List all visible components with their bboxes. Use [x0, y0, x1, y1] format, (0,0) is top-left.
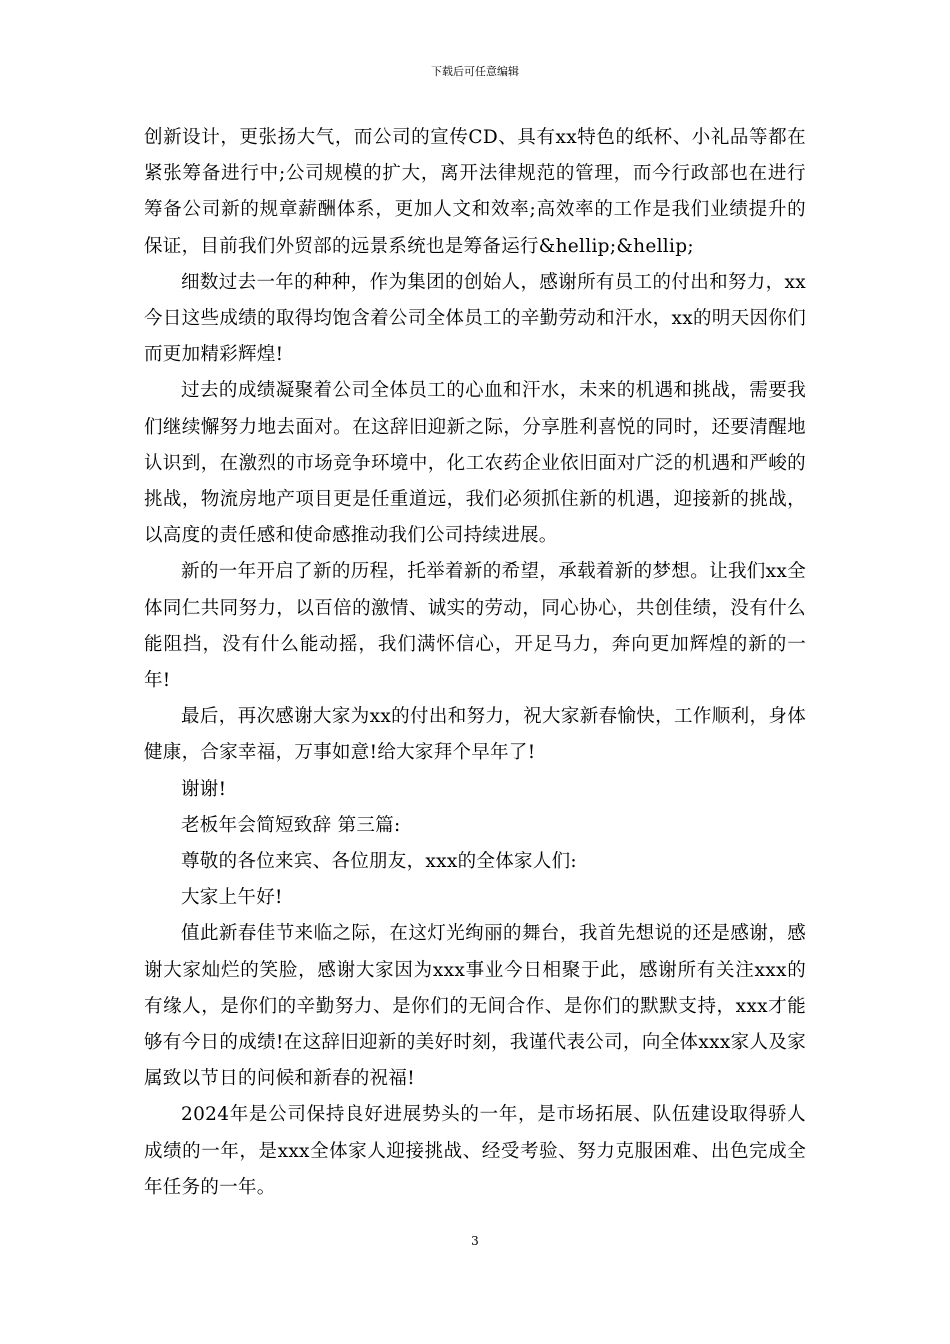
- document-body: [144, 120, 806, 1206]
- salutation: 尊敬的各位来宾、各位朋友，xxx的全体家人们:: [181, 851, 577, 873]
- paragraph: 值此新春佳节来临之际，在这灯光绚丽的舞台，我首先想说的还是感谢，感谢大家灿烂的笑脸，感谢大家因为xxx事业今日相聚于此，感谢所有关注xxx的有缘人，是你们的辛勤努力、是你们的无间合作、是你们的默默支持，xxx才能够有今日的成绩!在这辞旧迎新的美好时刻，我谨代表公司，向全体xxx家人及家属致以节日的问候和新春的祝福!: [144, 923, 806, 1090]
- paragraph: 过去的成绩凝聚着公司全体员工的心血和汗水，未来的机遇和挑战，需要我们继续懈努力地去面对。在这辞旧迎新之际，分享胜利喜悦的同时，还要清醒地认识到，在激烈的市场竞争环境中，化工农药企业依旧面对广泛的机遇和严峻的挑战，物流房地产项目更是任重道远，我们必须抓住新的机遇，迎接新的挑战，以高度的责任感和使命感推动我们公司持续进展。: [144, 380, 806, 547]
- greeting: 大家上午好!: [181, 887, 283, 909]
- paragraph: 最后，再次感谢大家为xx的付出和努力，祝大家新春愉快，工作顺利，身体健康，合家幸福，万事如意!给大家拜个早年了!: [144, 706, 806, 764]
- paragraph: 2024年是公司保持良好进展势头的一年，是市场拓展、队伍建设取得骄人成绩的一年，是xxx全体家人迎接挑战、经受考验、努力克服困难、出色完成全年任务的一年。: [144, 1104, 806, 1198]
- paragraph: 新的一年开启了新的历程，托举着新的希望，承载着新的梦想。让我们xx全体同仁共同努力，以百倍的激情、诚实的劳动，同心协心，共创佳绩，没有什么能阻挡，没有什么能动摇，我们满怀信心，开足马力，奔向更加辉煌的新的一年!: [144, 561, 806, 692]
- paragraph: 谢谢!: [181, 778, 227, 800]
- page-number: 3: [471, 1234, 479, 1248]
- page-header: 下载后可任意编辑: [431, 65, 519, 78]
- section-heading: 老板年会简短致辞 第三篇:: [181, 814, 401, 836]
- paragraph: 细数过去一年的种种，作为集团的创始人，感谢所有员工的付出和努力，xx今日这些成绩的取得均饱含着公司全体员工的辛勤劳动和汗水，xx的明天因你们而更加精彩辉煌!: [144, 271, 806, 366]
- paragraph: 创新设计，更张扬大气，而公司的宣传CD、具有xx特色的纸杯、小礼品等都在紧张筹备进行中;公司规模的扩大，离开法律规范的管理，而今行政部也在进行筹备公司新的规章薪酬体系，更加人文和效率;高效率的工作是我们业绩提升的保证，目前我们外贸部的远景系统也是筹备运行&hellip;&hellip;: [144, 127, 806, 257]
